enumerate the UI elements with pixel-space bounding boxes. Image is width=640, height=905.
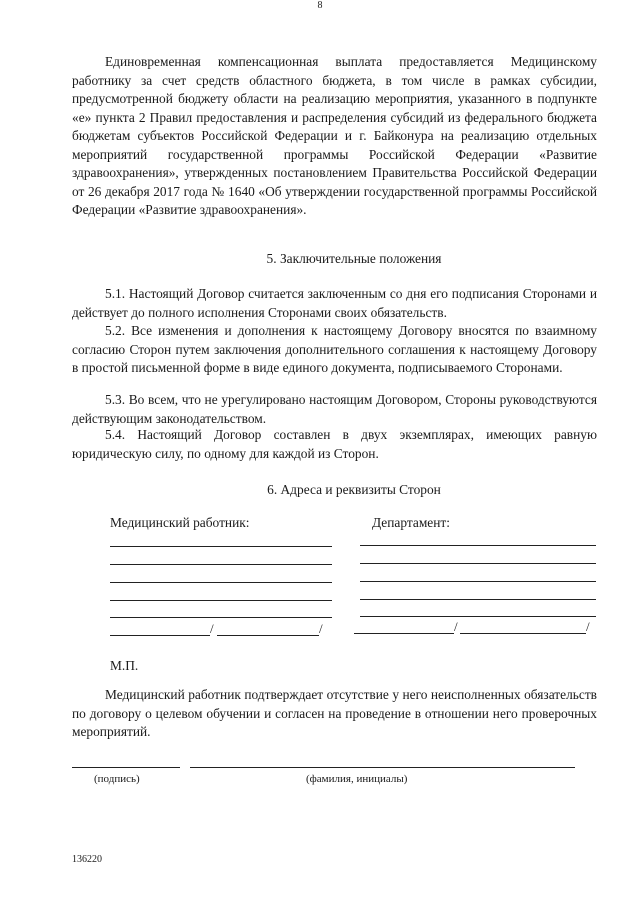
signature-separator: / <box>586 619 590 634</box>
department-label: Департамент: <box>372 515 450 530</box>
signature-line <box>72 767 180 768</box>
medical-worker-requisites-line <box>110 564 332 565</box>
department-requisites-line <box>360 545 596 546</box>
full-name-line <box>190 767 575 768</box>
signature-separator: / <box>454 619 458 634</box>
section-6-heading: 6. Адреса и реквизиты Сторон <box>267 482 441 497</box>
medical-worker-signature-line <box>110 635 210 636</box>
confirmation-paragraph: Медицинский работник подтверждает отсутствие у него неисполненных обязательств по договору о целевом обучении и согласен на проведение в отношении него проверочных мероприятий. <box>72 687 597 739</box>
stamp-placeholder: М.П. <box>110 658 139 673</box>
department-requisites-line <box>360 563 596 564</box>
signature-caption: (подпись) <box>94 773 140 785</box>
page-number: 8 <box>317 0 323 11</box>
clause-5-4: 5.4. Настоящий Договор составлен в двух экземплярах, имеющих равную юридическую силу, по одному для каждой из Сторон. <box>72 427 597 461</box>
medical-worker-requisites-line <box>110 600 332 601</box>
signature-separator: / <box>210 621 214 636</box>
clause-5-3: 5.3. Во всем, что не урегулировано настоящим Договором, Стороны руководствуются действующим законодательством. <box>72 392 597 426</box>
department-requisites-line <box>360 581 596 582</box>
signature-separator: / <box>319 621 323 636</box>
medical-worker-requisites-line <box>110 617 332 618</box>
department-signature-line <box>354 633 454 634</box>
clause-5-1: 5.1. Настоящий Договор считается заключенным со дня его подписания Сторонами и действует до полного исполнения Сторонами своих обязательств. <box>72 286 597 320</box>
full-name-caption: (фамилия, инициалы) <box>306 773 408 785</box>
department-requisites-line <box>360 616 596 617</box>
department-name-line <box>460 633 586 634</box>
intro-paragraph: Единовременная компенсационная выплата предоставляется Медицинскому работнику за счет средств областного бюджета, в том числе в рамках субсидии, предусмотренной бюджету области на реализацию мероприятия, указанного в подпункте «е» пункта 2 Правил предоставления и распределения субсидий из федерального бюджета бюджетам субъектов Российской Федерации и г. Байконура на реализацию отдельных мероприятий государственной программы Российской Федерации «Развитие здравоохранения», утвержденных постановлением Правительства Российской Федерации от 26 декабря 2017 года № 1640 «Об утверждении государственной программы Российской Федерации «Развитие здравоохранения». <box>72 54 597 217</box>
document-code: 136220 <box>72 854 102 865</box>
medical-worker-requisites-line <box>110 582 332 583</box>
medical-worker-label: Медицинский работник: <box>110 515 250 530</box>
medical-worker-name-line <box>217 635 319 636</box>
section-5-heading: 5. Заключительные положения <box>266 251 442 266</box>
clause-5-2: 5.2. Все изменения и дополнения к настоящему Договору вносятся по взаимному согласию Сторон путем заключения дополнительного соглашения к настоящему Договору в простой письменной форме в виде единого документа, подписываемого Сторонами. <box>72 323 597 375</box>
medical-worker-requisites-line <box>110 546 332 547</box>
department-requisites-line <box>360 599 596 600</box>
